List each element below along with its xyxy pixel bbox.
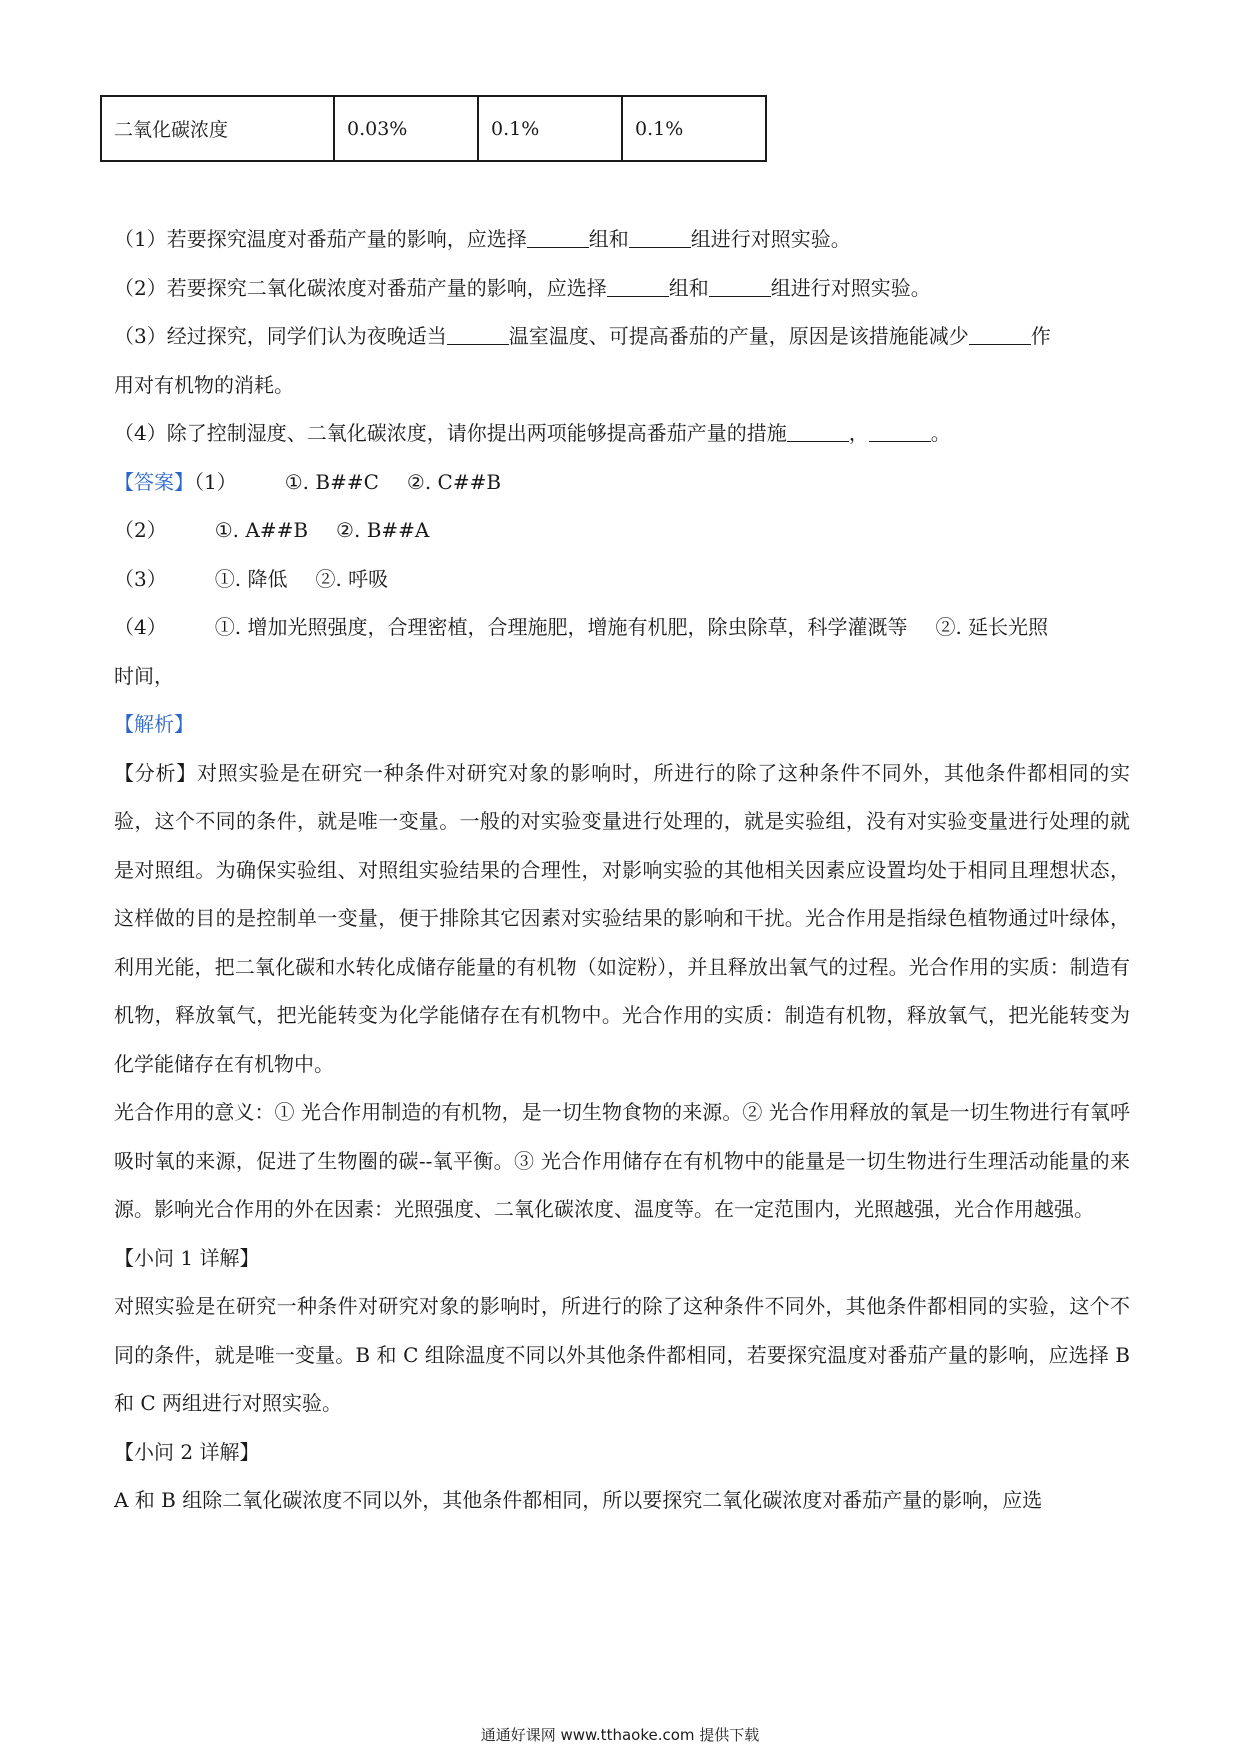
answer-number: （1） [194,469,237,494]
sub-question-1-explanation: 对照实验是在研究一种条件对研究对象的影响时，所进行的除了这种条件不同外，其他条件都相同的实验，这个不同的条件，就是唯一变量。B 和 C 组除温度不同以外其他条件都相同，若要探究温度对番茄产量的影响，应选择 B 和 C 两组进行对照实验。 [114,1294,1130,1415]
answer-blank [869,421,931,442]
answer-blank [629,227,691,248]
answer-blank [527,227,589,248]
question-text: 组进行对照实验。 [690,227,851,251]
question-text: （1）若要探究温度对番茄产量的影响，应选择 [114,227,527,251]
question-text: 组进行对照实验。 [770,275,931,300]
sub-question-2-explanation: A 和 B 组除二氧化碳浓度不同以外，其他条件都相同，所以要探究二氧化碳浓度对番茄产量的影响，应选 [114,1488,1043,1512]
data-table [100,95,767,162]
answer-item: ①. B##C [284,469,379,494]
table-row-label: 二氧化碳浓度 [101,96,334,161]
question-text: 作 [1030,324,1051,348]
sub-question-1-heading: 【小问 1 详解】 [114,1245,260,1270]
answer-number: （2） [114,518,167,542]
answer-item: ②. C##B [406,469,502,494]
answer-1 [114,458,1130,507]
answer-number: （3） [114,566,167,591]
table-cell: 0.03% [334,96,478,161]
question-text: 用对有机物的消耗。 [114,372,294,397]
answer-blank [969,324,1031,345]
answer-item: ①. 降低 [214,566,288,591]
answer-item: ①. A##B [214,518,309,542]
answer-blank [607,276,669,297]
question-text: ， [848,421,869,445]
question-3 [114,312,1130,361]
answer-3 [114,555,1130,604]
answer-2 [114,506,1130,555]
table-cell: 0.1% [478,96,622,161]
answer-tag: 【答案】 [114,469,194,494]
question-2 [114,264,1130,313]
page-footer: 通通好课网 www.tthaoke.com 提供下载 [480,1726,760,1744]
answer-blank [787,421,849,442]
content [114,215,1130,1525]
question-text: 组和 [668,275,709,300]
analysis-paragraph: 【分析】对照实验是在研究一种条件对研究对象的影响时，所进行的除了这种条件不同外，其他条件都相同的实验，这个不同的条件，就是唯一变量。一般的对实验变量进行处理的，就是实验组，没有对实验变量进行处理的就是对照组。为确保实验组、对照组实验结果的合理性，对影响实验的其他相关因素应设置均处于相同且理想状态，这样做的目的是控制单一变量，便于排除其它因素对实验结果的影响和干扰。光合作用是指绿色植物通过叶绿体，利用光能，把二氧化碳和水转化成储存能量的有机物（如淀粉），并且释放出氧气的过程。光合作用的实质：制造有机物，释放氧气，把光能转变为化学能储存在有机物中。光合作用的实质：制造有机物，释放氧气，把光能转变为化学能储存在有机物中。 [114,760,1130,1076]
analysis-heading [114,700,1130,749]
analysis-paragraph: 光合作用的意义：① 光合作用制造的有机物，是一切生物食物的来源。② 光合作用释放的氧是一切生物进行有氧呼吸时氧的来源，促进了生物圈的碳--氧平衡。③ 光合作用储存在有机物中的能量是一切生物进行生理活动能量的来源。影响光合作用的外在因素：光照强度、二氧化碳浓度、温度等。在一定范围内，光照越强，光合作用越强。 [114,1100,1130,1221]
table-cell: 0.1% [622,96,766,161]
answer-item: 时间， [114,663,174,688]
answer-blank [447,324,509,345]
question-text: （4）除了控制湿度、二氧化碳浓度，请你提出两项能够提高番茄产量的措施 [114,421,787,445]
answer-item: ①. 增加光照强度，合理密植，合理施肥，增施有机肥，除虫除草，科学灌溉等 [214,615,908,639]
answer-number: （4） [114,615,167,639]
table-row [101,96,766,161]
answer-4-continued [114,652,1130,701]
answer-blank [709,276,771,297]
analysis-tag: 【解析】 [114,712,194,736]
question-3-continued [114,361,1130,410]
answer-item: ②. 呼吸 [315,566,389,591]
question-text: 组和 [588,227,629,251]
question-text: 温室温度、可提高番茄的产量，原因是该措施能减少 [508,324,969,348]
sub-question-2-heading: 【小问 2 详解】 [114,1439,260,1464]
answer-item: ②. 延长光照 [935,615,1049,639]
question-text: 。 [930,421,951,445]
question-4 [114,409,1130,458]
answer-item: ②. B##A [336,518,430,542]
question-text: （3）经过探究，同学们认为夜晚适当 [114,324,447,348]
question-text: （2）若要探究二氧化碳浓度对番茄产量的影响，应选择 [114,275,607,300]
answer-4 [114,603,1130,652]
question-1 [114,215,1130,264]
